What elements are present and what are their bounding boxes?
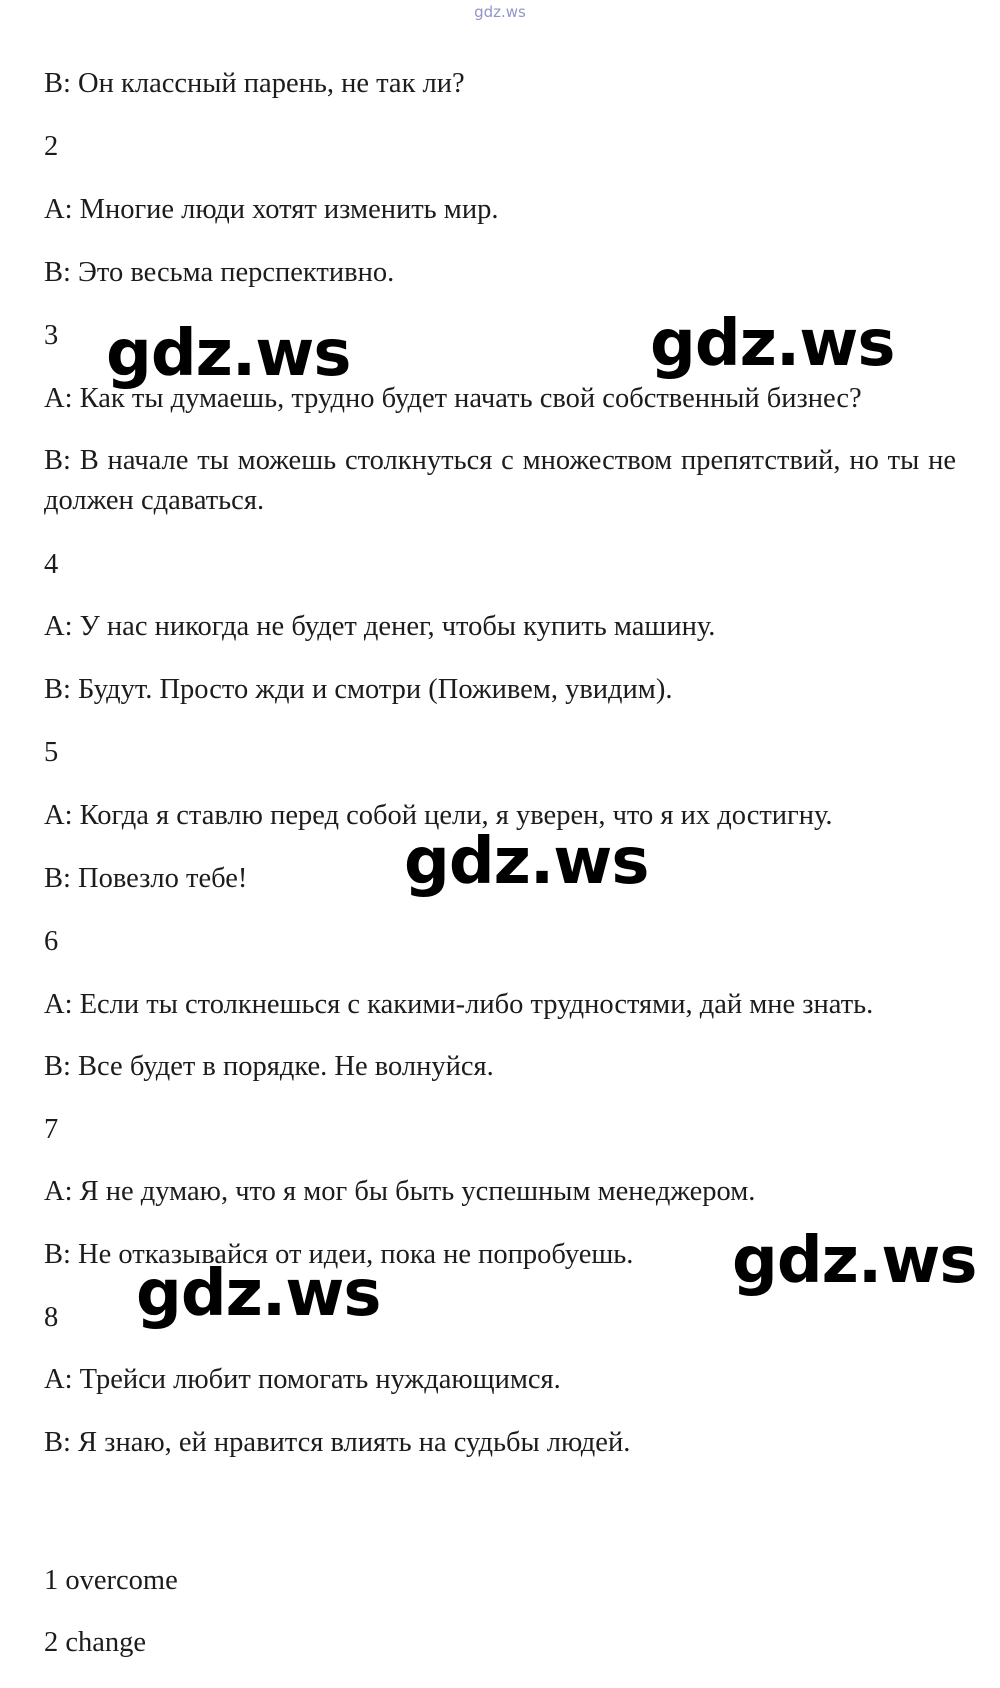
watermark-logo: gdz.ws: [136, 1257, 381, 1331]
dialogue-line-a: A: Как ты думаешь, трудно будет начать свой собственный бизнес?: [44, 383, 862, 414]
dialogue-line-b: B: Все будет в порядке. Не волнуйся.: [44, 1051, 494, 1082]
dialogue-line-b: B: В начале ты можешь столкнуться с множеством препятствий, но ты не должен сдаваться.: [44, 445, 956, 516]
exchange-number: 3: [44, 320, 59, 351]
dialogue-line-b: B: Он классный парень, не так ли?: [44, 68, 465, 99]
dialogue-line-b: B: Будут. Просто жди и смотри (Поживем, увидим).: [44, 674, 673, 705]
exchange-number: 8: [44, 1302, 59, 1333]
answer-item: 2 change: [44, 1627, 147, 1658]
dialogue-line-a: A: Трейси любит помогать нуждающимся.: [44, 1364, 561, 1395]
exchange-number: 2: [44, 131, 59, 162]
watermark-logo: gdz.ws: [732, 1224, 977, 1298]
exchange-number: 7: [44, 1114, 59, 1145]
dialogue-line-b: B: Повезло тебе!: [44, 863, 248, 894]
dialogue-line-a: A: Многие люди хотят изменить мир.: [44, 194, 499, 225]
exchange-number: 4: [44, 549, 59, 580]
top-watermark: gdz.ws: [474, 3, 526, 21]
dialogue-line-a: A: Если ты столкнешься с какими-либо трудностями, дай мне знать.: [44, 989, 874, 1020]
watermark-logo: gdz.ws: [650, 307, 895, 381]
dialogue-line-b: B: Не отказывайся от идеи, пока не попробуешь.: [44, 1239, 634, 1270]
watermark-logo: gdz.ws: [404, 825, 649, 899]
dialogue-line-b: B: Это весьма перспективно.: [44, 257, 395, 288]
exchange-number: 5: [44, 737, 59, 768]
exchange-number: 6: [44, 926, 59, 957]
dialogue-line-a: A: Я не думаю, что я мог бы быть успешным менеджером.: [44, 1176, 756, 1207]
answer-item: 1 overcome: [44, 1565, 178, 1596]
dialogue-line-a: A: У нас никогда не будет денег, чтобы купить машину.: [44, 611, 716, 642]
dialogue-line-b: B: Я знаю, ей нравится влиять на судьбы людей.: [44, 1427, 631, 1458]
dialogue-line-a: A: Когда я ставлю перед собой цели, я уверен, что я их достигну.: [44, 800, 833, 831]
watermark-logo: gdz.ws: [106, 317, 351, 391]
